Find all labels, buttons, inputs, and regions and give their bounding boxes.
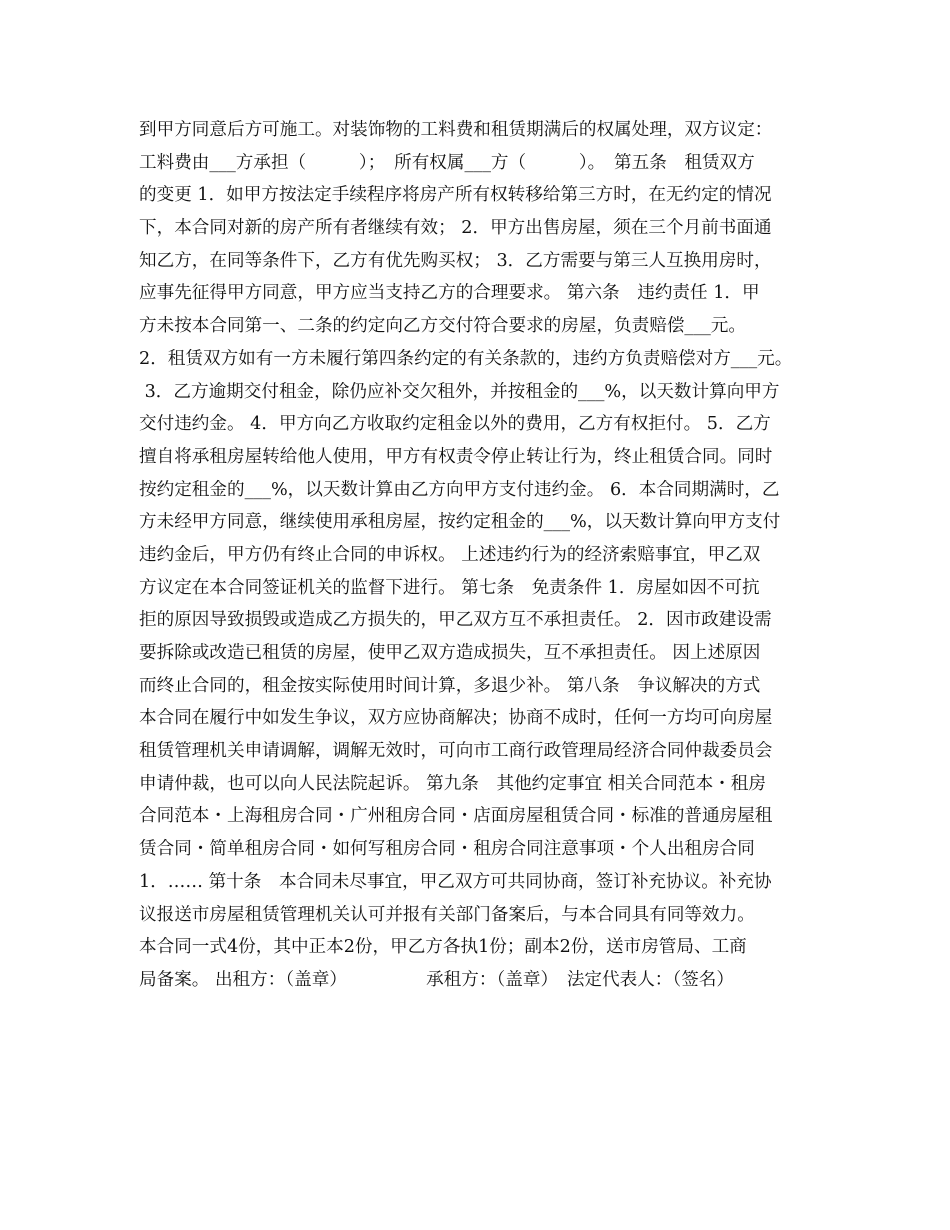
text-line: 拒的原因导致损毁或造成乙方损失的，甲乙双方互不承担责任。 2．因市政建设需 bbox=[139, 610, 772, 631]
text-line: 要拆除或改造已租赁的房屋，使甲乙双方造成损失，互不承担责任。 因上述原因 bbox=[139, 643, 761, 663]
text-line: 交付违约金。 4．甲方向乙方收取约定租金以外的费用，乙方有权拒付。 5．乙方 bbox=[139, 414, 771, 435]
text-line: 工料费由___方承担（ ）； 所有权属___方（ ）。 第五条 租赁双方 bbox=[139, 152, 755, 173]
text-line: 应事先征得甲方同意，甲方应当支持乙方的合理要求。 第六条 违约责任 1．甲 bbox=[139, 283, 760, 304]
text-line: 局备案。 出租方：（盖章） 承租方：（盖章） 法定代表人：（签名） bbox=[139, 969, 734, 990]
text-line: 下，本合同对新的房产所有者继续有效； 2．甲方出售房屋，须在三个月前书面通 bbox=[139, 218, 772, 239]
text-line: 2．租赁双方如有一方未履行第四条约定的有关条款的，违约方负责赔偿对方___元。 bbox=[139, 348, 793, 369]
text-line: 合同范本・上海租房合同・广州租房合同・店面房屋租赁合同・标准的普通房屋租 bbox=[139, 806, 773, 827]
text-line: 按约定租金的___%，以天数计算由乙方向甲方支付违约金。 6．本合同期满时，乙 bbox=[139, 479, 780, 500]
text-line: 的变更 1．如甲方按法定手续程序将房产所有权转移给第三方时，在无约定的情况 bbox=[139, 185, 772, 206]
text-line: 而终止合同的，租金按实际使用时间计算，多退少补。 第八条 争议解决的方式 bbox=[139, 675, 761, 696]
contract-body-text bbox=[139, 114, 811, 997]
text-line: 到甲方同意后方可施工。对装饰物的工料费和租赁期满后的权属处理，双方议定： bbox=[139, 120, 773, 140]
text-line: 方议定在本合同签证机关的监督下进行。 第七条 免责条件 1．房屋如因不可抗 bbox=[139, 577, 760, 598]
text-line: 违约金后，甲方仍有终止合同的申诉权。 上述违约行为的经济索赔事宜，甲乙双 bbox=[139, 544, 761, 565]
text-line: 知乙方，在同等条件下，乙方有优先购买权； 3．乙方需要与第三人互换用房时， bbox=[139, 250, 772, 271]
text-line: 租赁管理机关申请调解，调解无效时，可向市工商行政管理局经济合同仲裁委员会 bbox=[139, 741, 773, 762]
text-line: 议报送市房屋租赁管理机关认可并报有关部门备案后，与本合同具有同等效力。 bbox=[139, 904, 755, 925]
text-line: 擅自将承租房屋转给他人使用，甲方有权责令停止转让行为，终止租赁合同。同时 bbox=[139, 446, 773, 467]
text-line: 赁合同・简单租房合同・如何写租房合同・租房合同注意事项・个人出租房合同 bbox=[139, 839, 755, 860]
text-line: 申请仲裁，也可以向人民法院起诉。 第九条 其他约定事宜 相关合同范本・租房 bbox=[139, 773, 766, 794]
text-line: 本合同在履行中如发生争议，双方应协商解决；协商不成时，任何一方均可向房屋 bbox=[139, 708, 773, 729]
text-line: 3．乙方逾期交付租金，除仍应补交欠租外，并按租金的___%，以天数计算向甲方 bbox=[139, 381, 780, 402]
text-line: 方未按本合同第一、二条的约定向乙方交付符合要求的房屋，负责赔偿___元。 bbox=[139, 316, 746, 337]
text-line: 方未经甲方同意，继续使用承租房屋，按约定租金的___%，以天数计算向甲方支付 bbox=[139, 512, 781, 533]
text-line: 1．…… 第十条 本合同未尽事宜，甲乙双方可共同协商，签订补充协议。补充协 bbox=[139, 871, 772, 892]
text-line: 本合同一式4份，其中正本2份，甲乙方各执1份；副本2份，送市房管局、工商 bbox=[139, 937, 747, 958]
